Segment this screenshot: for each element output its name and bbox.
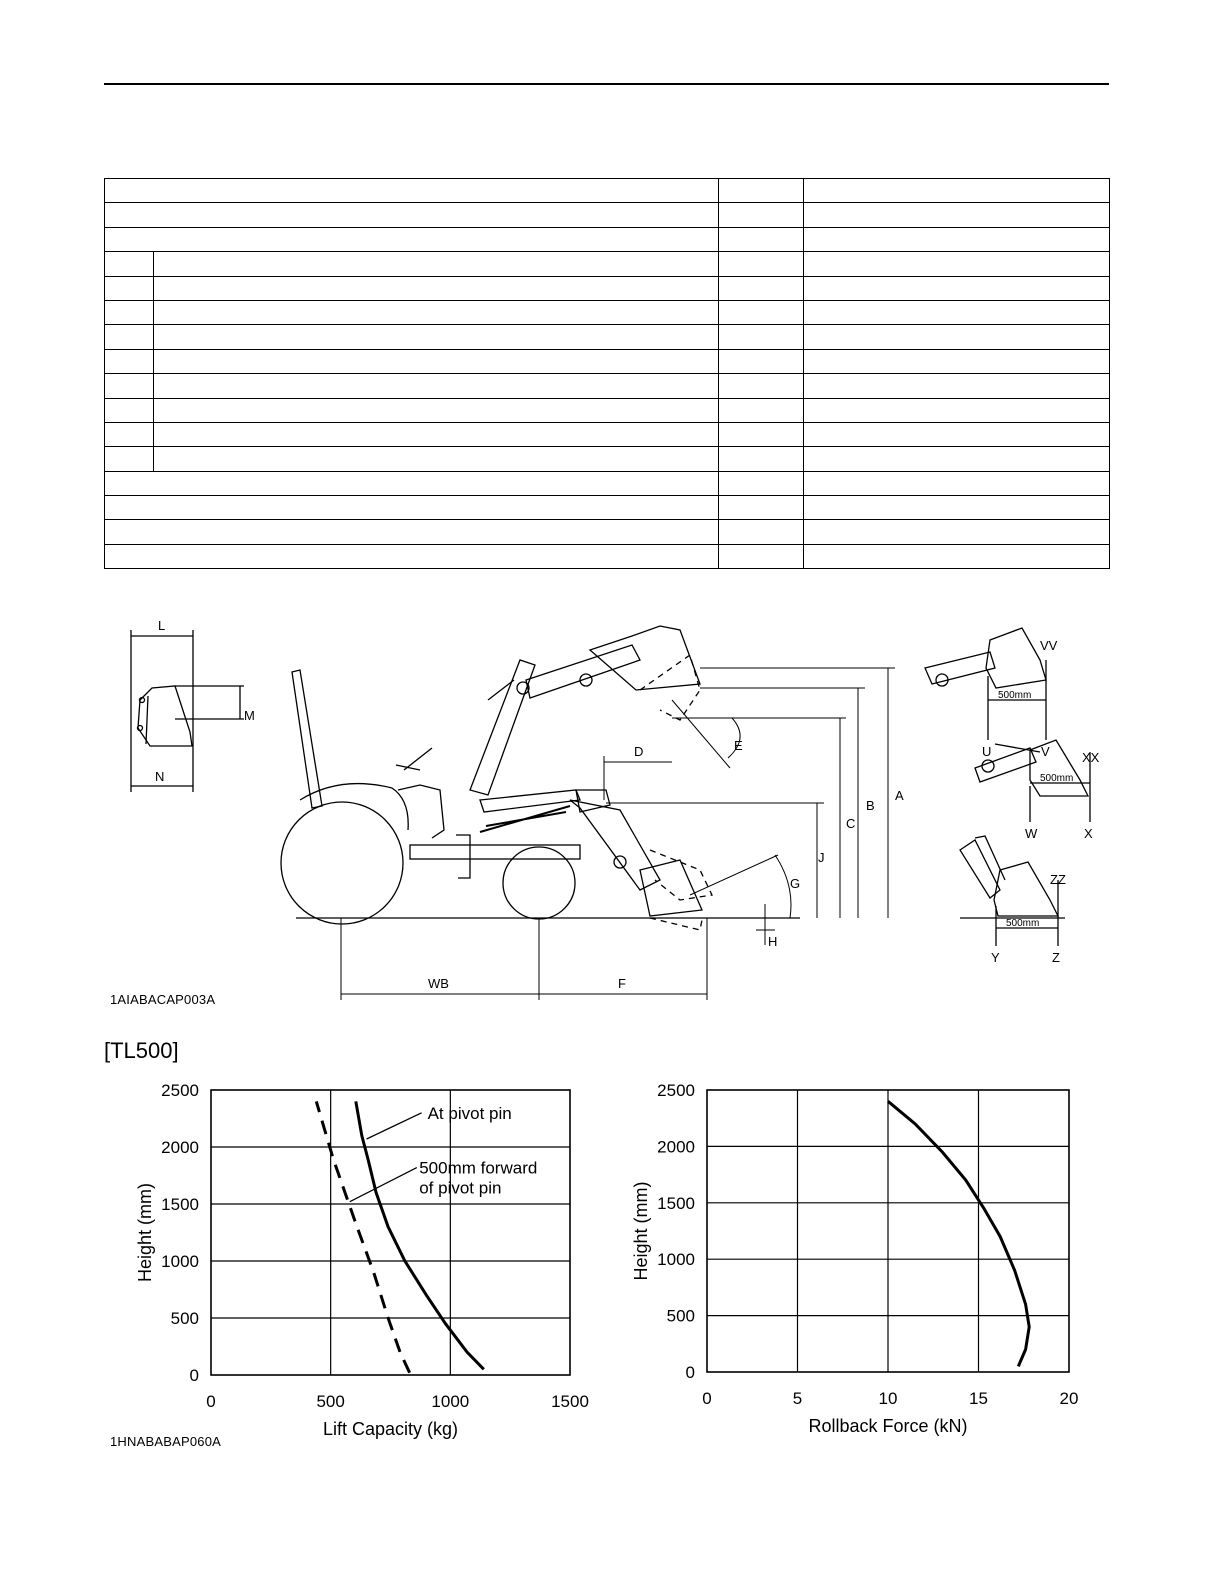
- annotation-leader: [367, 1113, 422, 1139]
- table-row: [105, 447, 1110, 471]
- table-cell: [105, 300, 154, 324]
- label-b: B: [866, 798, 875, 813]
- table-cell: [154, 300, 719, 324]
- table-cell: [804, 447, 1110, 471]
- x-tick-label: 0: [206, 1392, 216, 1411]
- table-cell: [804, 300, 1110, 324]
- bucket-position-zz: [960, 836, 1065, 946]
- label-n: N: [155, 769, 165, 784]
- table-cell: [154, 374, 719, 398]
- y-tick-label: 1000: [657, 1250, 695, 1270]
- loader-dimension-diagram: [100, 610, 1120, 1010]
- rollback-force-chart: [620, 1070, 1100, 1440]
- table-cell: [719, 398, 804, 422]
- table-cell: [719, 325, 804, 349]
- table-cell: [105, 252, 154, 276]
- label-j: J: [818, 850, 825, 865]
- table-cell: [719, 496, 804, 520]
- table-row: [105, 276, 1110, 300]
- label-m: M: [244, 708, 255, 723]
- x-axis-label: Rollback Force (kN): [808, 1416, 968, 1436]
- table-row: [105, 374, 1110, 398]
- table-cell: [105, 227, 719, 251]
- table-row: [105, 544, 1110, 568]
- lift-capacity-chart: [100, 1070, 620, 1440]
- table-cell: [154, 398, 719, 422]
- table-cell: [105, 179, 719, 203]
- label-g: G: [790, 876, 801, 891]
- header-rule: [104, 83, 1109, 85]
- label-c: C: [846, 816, 856, 831]
- table-cell: [804, 422, 1110, 446]
- table-cell: [105, 496, 719, 520]
- table-cell: [804, 349, 1110, 373]
- table-cell: [719, 422, 804, 446]
- table-cell: [719, 179, 804, 203]
- table-row: [105, 398, 1110, 422]
- table-cell: [719, 374, 804, 398]
- table-cell: [804, 179, 1110, 203]
- table-cell: [105, 471, 719, 495]
- table-cell: [804, 496, 1110, 520]
- label-e: E: [734, 738, 743, 753]
- annotation-of-pivot-pin: of pivot pin: [419, 1178, 502, 1198]
- tractor-loader-side-view: [281, 626, 800, 924]
- dimension-lines: [341, 668, 895, 1000]
- table-cell: [154, 349, 719, 373]
- table-cell: [804, 203, 1110, 227]
- table-cell: [154, 252, 719, 276]
- table-cell: [105, 325, 154, 349]
- table-cell: [105, 398, 154, 422]
- y-tick-label: 2000: [161, 1138, 199, 1157]
- annotation-at-pivot-pin: At pivot pin: [427, 1103, 512, 1123]
- y-tick-label: 1500: [657, 1193, 695, 1213]
- label-x: X: [1084, 826, 1093, 841]
- table-row: [105, 471, 1110, 495]
- y-tick-label: 2500: [161, 1081, 199, 1100]
- table-row: [105, 252, 1110, 276]
- series-line: [888, 1101, 1029, 1366]
- table-cell: [804, 276, 1110, 300]
- x-tick-label: 500: [316, 1392, 345, 1411]
- table-cell: [154, 422, 719, 446]
- dimension-500mm-xx: 500mm: [1040, 773, 1074, 784]
- diagram-caption: 1AIABACAP003A: [110, 992, 216, 1007]
- label-wb: WB: [428, 976, 449, 991]
- label-f: F: [618, 976, 626, 991]
- table-cell: [804, 544, 1110, 568]
- label-u: U: [982, 744, 992, 759]
- y-tick-label: 2500: [657, 1081, 695, 1100]
- table-cell: [105, 447, 154, 471]
- x-tick-label: 20: [1059, 1389, 1079, 1408]
- table-row: [105, 349, 1110, 373]
- bucket-position-vv: [925, 628, 1046, 740]
- table-row: [105, 300, 1110, 324]
- y-tick-label: 1500: [161, 1195, 199, 1214]
- annotation-500mm-forward: 500mm forward: [419, 1158, 538, 1178]
- label-d: D: [634, 744, 644, 759]
- table-row: [105, 325, 1110, 349]
- x-tick-label: 10: [878, 1389, 898, 1408]
- label-vv: VV: [1040, 638, 1058, 653]
- table-cell: [719, 276, 804, 300]
- annotation-leader: [350, 1168, 417, 1202]
- x-tick-label: 0: [702, 1389, 712, 1408]
- bucket-side-view: [131, 630, 244, 792]
- label-xx: XX: [1082, 750, 1100, 765]
- label-zz: ZZ: [1050, 872, 1066, 887]
- table-cell: [804, 520, 1110, 544]
- table-cell: [154, 325, 719, 349]
- table-row: [105, 179, 1110, 203]
- label-y: Y: [991, 950, 1000, 965]
- x-tick-label: 1000: [431, 1392, 470, 1411]
- table-cell: [105, 520, 719, 544]
- table-cell: [105, 422, 154, 446]
- x-tick-label: 5: [792, 1389, 803, 1408]
- y-tick-label: 500: [666, 1306, 695, 1326]
- table-cell: [719, 544, 804, 568]
- x-tick-label: 1500: [551, 1392, 589, 1411]
- table-cell: [719, 471, 804, 495]
- table-row: [105, 422, 1110, 446]
- x-tick-label: 15: [969, 1389, 988, 1408]
- table-cell: [105, 544, 719, 568]
- table-cell: [105, 203, 719, 227]
- y-tick-label: 0: [685, 1363, 695, 1382]
- label-z: Z: [1052, 950, 1060, 965]
- table-cell: [719, 300, 804, 324]
- y-axis-label: Height (mm): [135, 1182, 155, 1283]
- y-tick-label: 2000: [657, 1137, 695, 1157]
- label-a: A: [895, 788, 904, 803]
- table-cell: [719, 203, 804, 227]
- table-cell: [154, 447, 719, 471]
- x-axis-label: Lift Capacity (kg): [322, 1419, 459, 1439]
- table-cell: [105, 349, 154, 373]
- table-cell: [719, 520, 804, 544]
- table-cell: [719, 227, 804, 251]
- table-cell: [719, 252, 804, 276]
- label-v: V: [1041, 744, 1050, 759]
- table-cell: [719, 447, 804, 471]
- table-row: [105, 496, 1110, 520]
- table-cell: [804, 398, 1110, 422]
- table-cell: [105, 374, 154, 398]
- label-w: W: [1025, 826, 1038, 841]
- table-cell: [719, 349, 804, 373]
- table-cell: [154, 276, 719, 300]
- y-axis-label: Height (mm): [631, 1181, 651, 1281]
- section-title: [TL500]: [104, 1038, 179, 1063]
- table-cell: [804, 325, 1110, 349]
- table-row: [105, 227, 1110, 251]
- table-cell: [804, 471, 1110, 495]
- bucket-dashed-positions: [640, 655, 712, 930]
- label-h: H: [768, 934, 778, 949]
- dimension-500mm-zz: 500mm: [1006, 918, 1040, 929]
- dimension-500mm-vv: 500mm: [998, 690, 1032, 701]
- table-row: [105, 520, 1110, 544]
- label-l: L: [158, 618, 166, 633]
- table-cell: [804, 227, 1110, 251]
- series-line: [356, 1101, 484, 1369]
- y-tick-label: 1000: [161, 1252, 199, 1271]
- table-cell: [804, 374, 1110, 398]
- y-tick-label: 500: [170, 1309, 199, 1328]
- specification-table: [104, 178, 1110, 569]
- table-cell: [105, 276, 154, 300]
- y-tick-label: 0: [189, 1366, 199, 1385]
- table-cell: [804, 252, 1110, 276]
- chart-caption: 1HNABABAP060A: [110, 1434, 221, 1449]
- table-row: [105, 203, 1110, 227]
